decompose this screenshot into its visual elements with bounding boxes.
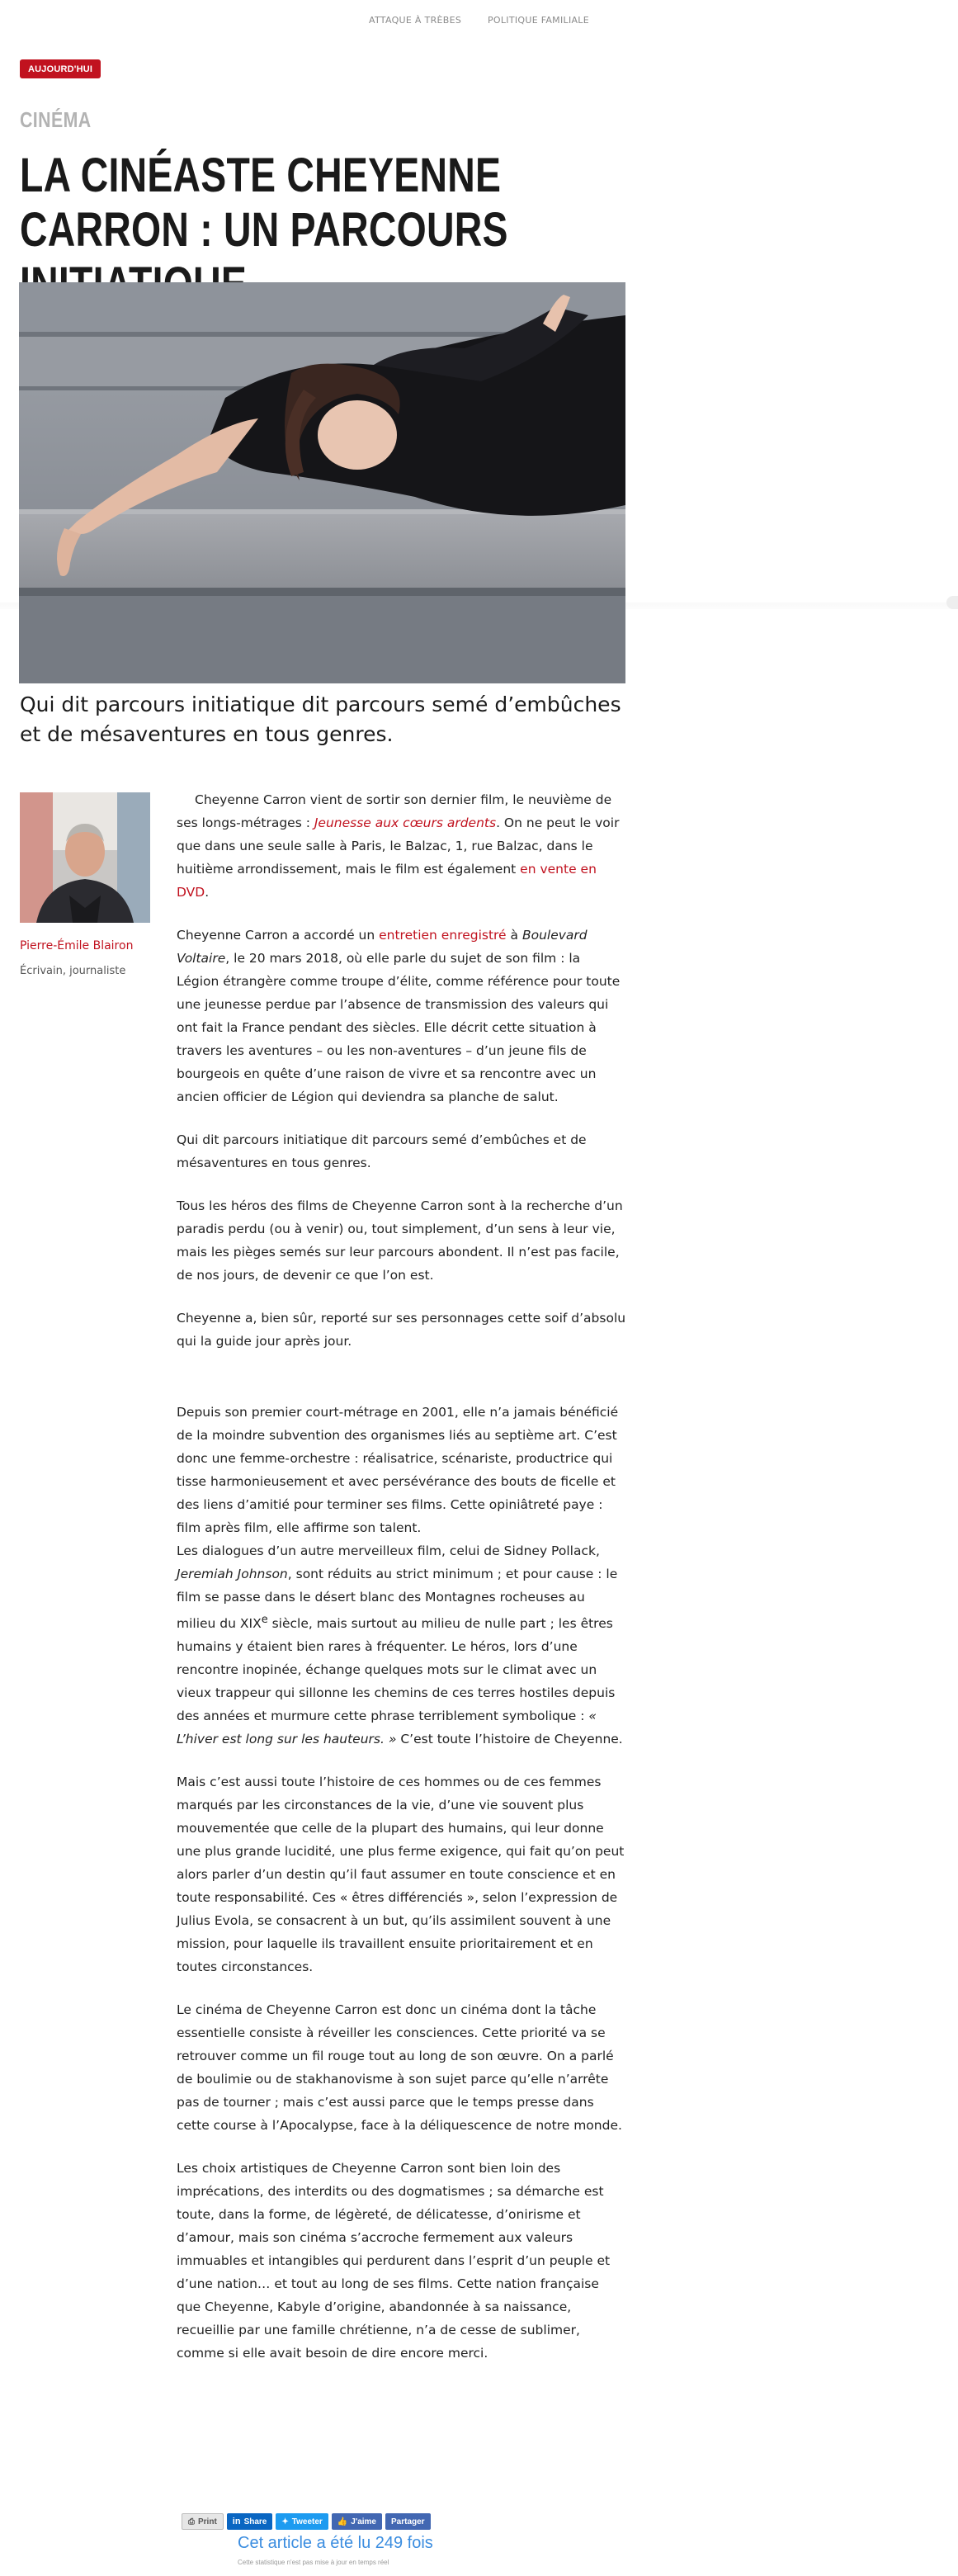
link-film-title[interactable]: Jeunesse aux cœurs ardents xyxy=(314,815,497,830)
linkedin-icon: in xyxy=(232,2517,241,2526)
author-avatar[interactable] xyxy=(20,792,150,923)
topnav-link-attaque[interactable]: ATTAQUE À TRÈBES xyxy=(368,15,462,26)
view-counter: Cet article a été lu 249 fois xyxy=(238,2534,433,2552)
side-handle[interactable] xyxy=(946,596,958,609)
twitter-label: Tweeter xyxy=(291,2517,323,2526)
paragraph-7-quote: « L’hiver est long sur les hauteurs. » xyxy=(177,1709,597,1747)
author-box xyxy=(20,792,152,977)
like-label: J'aime xyxy=(351,2517,376,2526)
paragraph-1-text-c: . xyxy=(205,885,210,900)
twitter-share-button[interactable] xyxy=(276,2513,328,2530)
paragraph-1-text-a: Cheyenne Carron vient de sortir son dernier film, le neuvième de ses longs-métrages : xyxy=(177,792,612,830)
paragraph-4: Tous les héros des films de Cheyenne Carron sont à la recherche d’un paradis perdu (ou à venir) ou, tout simplement, d’un sens à leur vie, mais les pièges semés sur leur parcours abondent. Il n’est pas facile, de nos jours, de devenir ce que l’on est. xyxy=(177,1198,623,1283)
share-bar xyxy=(182,2512,431,2531)
paragraph-7-text-b: , sont réduits au strict minimum ; et pour cause : le film se passe dans le désert blanc des Montagnes rocheuses au milieu du XIX xyxy=(177,1567,618,1632)
paragraph-6: Depuis son premier court-métrage en 2001, elle n’a jamais bénéficié de la moindre subvention des organismes liés au septième art. C’est donc une femme-orchestre : réalisatrice, scénariste, productrice qui tisse harmonieusement et avec persévérance des bouts de ficelle et des liens d’amitié pour terminer ses films. Cette opiniâtreté paye : film après film, elle affirme son talent. xyxy=(177,1405,619,1535)
article-lead: Qui dit parcours initiatique dit parcours semé d’embûches et de mésaventures en tous genres. xyxy=(20,692,621,746)
paragraph-9: Le cinéma de Cheyenne Carron est donc un cinéma dont la tâche essentielle consiste à réveiller les consciences. Cette priorité va se retrouver comme un fil rouge tout au long de son œuvre. On a parlé de boulimie ou de stakhanovisme à son sujet parce qu’elle n’arrête pas de tourner ; mais c’est aussi parce que le temps presse dans cette course à l’Apocalypse, face à la déliquescence de notre monde. xyxy=(177,2002,622,2134)
paragraph-2-text-b: à xyxy=(506,928,522,943)
author-role: Écrivain, journaliste xyxy=(20,965,126,977)
paragraph-spacer xyxy=(177,1373,626,1401)
top-navigation xyxy=(0,15,958,26)
paragraph-7-emphasis-1: Jeremiah Johnson xyxy=(177,1567,288,1581)
today-badge[interactable]: AUJOURD'HUI xyxy=(20,59,101,78)
article-hero-image xyxy=(19,282,625,683)
view-counter-note: Cette statistique n'est pas mise à jour en temps réel xyxy=(238,2559,389,2566)
facebook-share-label: Partager xyxy=(391,2517,425,2526)
author-name[interactable]: Pierre-Émile Blairon xyxy=(20,939,134,952)
author-photo-illustration xyxy=(20,792,150,923)
category-label[interactable]: CINÉMA xyxy=(20,107,92,132)
twitter-icon: ✦ xyxy=(281,2517,289,2526)
paragraph-8: Mais c’est aussi toute l’histoire de ces hommes ou de ces femmes marqués par les circonstances de la vie, d’une vie souvent plus mouvementée que celle de la plupart des humains, qui leur donne une plus grande lucidité, une plus ferme exigence, qui fait qu’on peut alors parler d’un destin qu’il faut assumer en toute conscience et en toute responsabilité. Ces « êtres différenciés », selon l’expression de Julius Evola, se consacrent à un but, qu’ils assimilent souvent à une mission, pour laquelle ils travaillent ensuite prioritairement et en toutes circonstances. xyxy=(177,1775,625,1975)
century-superscript: e xyxy=(261,1614,268,1626)
paragraph-5: Cheyenne a, bien sûr, reporté sur ses personnages cette soif d’absolu qui la guide jour après jour. xyxy=(177,1311,626,1349)
paragraph-7-text-c: siècle, mais surtout au milieu de nulle part ; les êtres humains y étaient bien rares à fréquenter. Le héros, lors d’une rencontre inopinée, échange quelques mots sur le climat avec un vieux trappeur qui sillonne les chemins de ces terres hostiles depuis des années et murmure cette phrase terriblement symbolique : xyxy=(177,1616,616,1724)
paragraph-1 xyxy=(177,788,626,904)
paragraph-2-emphasis: Boulevard Voltaire xyxy=(177,928,588,966)
paragraph-7 xyxy=(177,1539,626,1751)
paragraph-1-text-b: . On ne peut le voir que dans une seule salle à Paris, le Balzac, 1, rue Balzac, dans le huitième arrondissement, mais le film est également xyxy=(177,815,620,877)
print-button[interactable] xyxy=(182,2513,224,2530)
paragraph-10: Les choix artistiques de Cheyenne Carron sont bien loin des imprécations, des interdits ou des dogmatismes ; sa démarche est toute, dans la forme, de légèreté, de délicatesse, d’onirisme et d’amour, mais son cinéma s’accroche fermement aux valeurs immuables et intangibles qui perdurent dans l’esprit d’un peuple et d’une nation… et tout au long de ses films. Cette nation française que Cheyenne, Kabyle d’origine, abandonnée à sa naissance, recueillie par une famille chrétienne, n’a de cesse de sublimer, comme si elle avait besoin de dire encore merci. xyxy=(177,2161,611,2361)
paragraph-2-text-a: Cheyenne Carron a accordé un xyxy=(177,928,380,943)
link-interview[interactable]: entretien enregistré xyxy=(379,928,507,943)
paragraph-2 xyxy=(177,924,626,1108)
facebook-like-button[interactable] xyxy=(332,2513,382,2530)
paragraph-7-text-d: C’est toute l’histoire de Cheyenne. xyxy=(396,1732,623,1747)
thumbs-up-icon: 👍 xyxy=(337,2517,348,2526)
topnav-link-politique[interactable]: POLITIQUE FAMILIALE xyxy=(487,15,589,26)
linkedin-share-button[interactable] xyxy=(227,2513,273,2530)
article-title: LA CINÉASTE CHEYENNE CARRON : UN PARCOURS xyxy=(20,149,508,257)
paragraph-3: Qui dit parcours initiatique dit parcours semé d’embûches et de mésaventures en tous genres. xyxy=(177,1132,587,1170)
link-dvd[interactable]: en vente en DVD xyxy=(177,862,597,900)
facebook-share-button[interactable] xyxy=(385,2513,431,2530)
linkedin-label: Share xyxy=(243,2517,267,2526)
article-body xyxy=(177,788,626,2385)
paragraph-7-text-a: Les dialogues d’un autre merveilleux film, celui de Sidney Pollack, xyxy=(177,1543,600,1558)
print-label: Print xyxy=(198,2517,217,2526)
printer-icon: ⎙ xyxy=(188,2517,195,2526)
hero-photo-illustration xyxy=(19,282,625,683)
paragraph-2-text-c: , le 20 mars 2018, où elle parle du sujet de son film : la Légion étrangère comme troupe d’élite, comme référence pour toute une jeunesse perdue par l’absence de transmission des valeurs qui ont fait la France pendant des siècles. Elle décrit cette situation à travers les aventures – ou les non-aventures – d’un jeune fils de bourgeois en quête d’une raison de vivre et sa rencontre avec un ancien officier de Légion qui deviendra sa planche de salut. xyxy=(177,951,621,1104)
